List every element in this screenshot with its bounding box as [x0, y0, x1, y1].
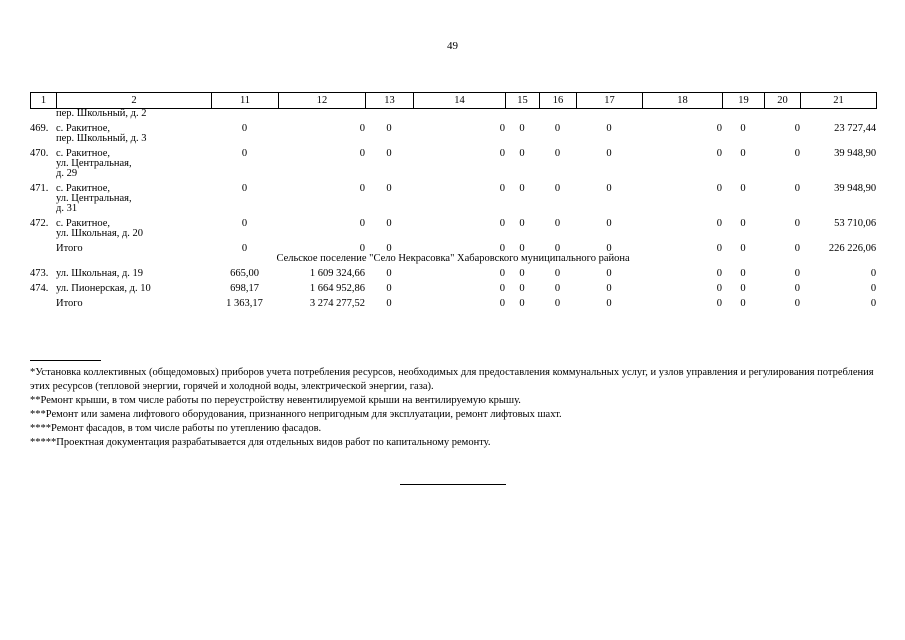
number-cell: 469. — [30, 123, 49, 134]
value-cell: 0 — [241, 148, 248, 159]
value-cell: 0 — [716, 243, 722, 254]
value-cell: 0 — [499, 148, 505, 159]
value-cell: 0 — [740, 123, 746, 134]
value-cell: 0 — [554, 298, 561, 309]
value-cell: 0 — [359, 183, 365, 194]
value-cell: 0 — [606, 148, 612, 159]
column-header-table — [30, 92, 877, 109]
section-title: Сельское поселение "Село Некрасовка" Хабаровского муниципального района — [276, 253, 630, 264]
value-cell: 0 — [499, 183, 505, 194]
value-cell: 0 — [386, 283, 392, 294]
table-row — [30, 144, 876, 179]
continuation-row — [30, 109, 876, 119]
footnote: ****Ремонт фасадов, в том числе работы по утеплению фасадов. — [30, 423, 322, 434]
value-cell: 0 — [794, 148, 800, 159]
value-cell: 0 — [606, 123, 612, 134]
footnote-divider — [30, 360, 101, 361]
value-cell: 0 — [359, 123, 365, 134]
header-cell: 14 — [414, 93, 506, 109]
value-cell: 0 — [499, 218, 505, 229]
value-cell: 1 609 324,66 — [309, 268, 365, 279]
value-cell: 0 — [716, 218, 722, 229]
value-cell: 0 — [499, 298, 505, 309]
value-cell: 0 — [716, 183, 722, 194]
header-cell: 2 — [57, 93, 212, 109]
value-cell: 0 — [606, 268, 612, 279]
value-cell: 0 — [716, 298, 722, 309]
value-cell: 0 — [794, 123, 800, 134]
footnote: **Ремонт крыши, в том числе работы по переустройству невентилируемой крыши на вентилируемую крышу. — [30, 395, 521, 406]
footnotes — [30, 366, 876, 450]
value-cell: 1 363,17 — [226, 298, 263, 309]
data-table — [30, 109, 876, 309]
value-cell: 0 — [554, 148, 561, 159]
value-cell: 0 — [519, 148, 525, 159]
address-cell: с. Ракитное, пер. Школьный, д. 3 — [56, 123, 147, 144]
value-cell: 0 — [794, 283, 800, 294]
value-cell: 0 — [716, 148, 722, 159]
value-cell: 0 — [499, 268, 505, 279]
value-cell: 226 226,06 — [828, 243, 877, 254]
value-cell: 0 — [740, 283, 746, 294]
value-cell: 0 — [794, 268, 800, 279]
value-cell: 0 — [740, 268, 746, 279]
number-cell: 474. — [30, 283, 49, 294]
value-cell: 0 — [519, 218, 525, 229]
header-cell: 21 — [801, 93, 877, 109]
address-cell: с. Ракитное, ул. Центральная, д. 31 — [56, 183, 132, 214]
value-cell: 0 — [794, 218, 800, 229]
address-cell: с. Ракитное, ул. Центральная, д. 29 — [56, 148, 132, 179]
value-cell: 0 — [716, 268, 722, 279]
number-cell — [30, 239, 56, 254]
value-cell: 0 — [386, 123, 392, 134]
value-cell: 0 — [241, 243, 248, 254]
value-cell: 0 — [606, 183, 612, 194]
table-row — [30, 119, 876, 144]
value-cell: 0 — [386, 218, 392, 229]
table-row — [30, 214, 876, 239]
total-row — [30, 294, 876, 309]
value-cell: 0 — [554, 183, 561, 194]
value-cell: 0 — [519, 123, 525, 134]
value-cell: 0 — [740, 298, 746, 309]
value-cell: 0 — [519, 243, 525, 254]
value-cell: 0 — [716, 283, 722, 294]
value-cell: 0 — [386, 298, 392, 309]
value-cell: 0 — [554, 283, 561, 294]
value-cell: 0 — [606, 283, 612, 294]
value-cell: 0 — [794, 183, 800, 194]
page-number: 49 — [447, 40, 458, 52]
header-cell: 12 — [279, 93, 366, 109]
value-cell: 0 — [241, 183, 248, 194]
value-cell: 39 948,90 — [834, 148, 877, 159]
value-cell: 0 — [386, 148, 392, 159]
value-cell: 23 727,44 — [834, 123, 877, 134]
header-cell: 17 — [577, 93, 643, 109]
value-cell: 0 — [241, 218, 248, 229]
number-cell: 472. — [30, 218, 49, 229]
number-cell — [30, 294, 56, 309]
value-cell: 0 — [359, 243, 365, 254]
table-row — [30, 279, 876, 294]
footnote: *****Проектная документация разрабатывается для отдельных видов работ по капитальному ремонту. — [30, 437, 491, 448]
header-cell: 1 — [31, 93, 57, 109]
number-cell: 470. — [30, 148, 49, 159]
table-row — [30, 264, 876, 279]
value-cell: 0 — [554, 218, 561, 229]
value-cell: 0 — [606, 243, 612, 254]
value-cell: 698,17 — [230, 283, 259, 294]
value-cell: 0 — [519, 283, 525, 294]
value-cell: 0 — [519, 183, 525, 194]
address-cell: с. Ракитное, ул. Школьная, д. 20 — [56, 218, 144, 239]
value-cell: 3 274 277,52 — [309, 298, 365, 309]
value-cell: 0 — [794, 298, 800, 309]
header-cell: 11 — [212, 93, 279, 109]
end-divider — [400, 484, 506, 485]
value-cell: 0 — [499, 243, 505, 254]
header-cell: 16 — [540, 93, 577, 109]
value-cell: 0 — [740, 218, 746, 229]
value-cell: 39 948,90 — [834, 183, 877, 194]
number-cell: 473. — [30, 268, 49, 279]
address-cell: Итого — [56, 243, 83, 254]
number-cell: 471. — [30, 183, 49, 194]
value-cell: 0 — [740, 183, 746, 194]
value-cell: 1 664 952,86 — [309, 283, 365, 294]
value-cell: 0 — [386, 183, 392, 194]
section-row — [30, 254, 876, 264]
header-cell: 13 — [366, 93, 414, 109]
header-cell: 20 — [765, 93, 801, 109]
value-cell: 0 — [554, 243, 561, 254]
value-cell: 0 — [740, 148, 746, 159]
value-cell: 0 — [499, 283, 505, 294]
value-cell: 0 — [606, 218, 612, 229]
value-cell: 0 — [359, 148, 365, 159]
value-cell: 0 — [870, 268, 877, 279]
value-cell: 0 — [554, 123, 561, 134]
address-cell: ул. Школьная, д. 19 — [56, 268, 144, 279]
value-cell: 0 — [519, 298, 525, 309]
value-cell: 0 — [740, 243, 746, 254]
value-cell: 0 — [794, 243, 800, 254]
value-cell: 0 — [386, 243, 392, 254]
value-cell: 0 — [870, 298, 877, 309]
value-cell: 0 — [519, 268, 525, 279]
header-cell: 18 — [643, 93, 723, 109]
value-cell: 0 — [241, 123, 248, 134]
total-row — [30, 239, 876, 254]
table-row — [30, 179, 876, 214]
address-cell: Итого — [56, 298, 83, 309]
value-cell: 0 — [716, 123, 722, 134]
address-cell: ул. Пионерская, д. 10 — [56, 283, 151, 294]
address-cell: пер. Школьный, д. 2 — [56, 108, 147, 119]
header-row — [31, 93, 877, 109]
value-cell: 53 710,06 — [834, 218, 877, 229]
value-cell: 0 — [554, 268, 561, 279]
value-cell: 0 — [870, 283, 877, 294]
value-cell: 665,00 — [230, 268, 259, 279]
footnote: *Установка коллективных (общедомовых) приборов учета потребления ресурсов, необходимых для предоставления коммунальных услуг, и узлов управления и регулирования потребления этих ресурсов (тепловой энергии, горячей и холодной воды, электрической энергии, газа). — [30, 367, 874, 392]
value-cell: 0 — [499, 123, 505, 134]
footnote: ***Ремонт или замена лифтового оборудования, признанного непригодным для эксплуатации, ремонт лифтовых шахт. — [30, 409, 562, 420]
header-cell: 15 — [506, 93, 540, 109]
value-cell: 0 — [606, 298, 612, 309]
header-cell: 19 — [723, 93, 765, 109]
value-cell: 0 — [359, 218, 365, 229]
value-cell: 0 — [386, 268, 392, 279]
